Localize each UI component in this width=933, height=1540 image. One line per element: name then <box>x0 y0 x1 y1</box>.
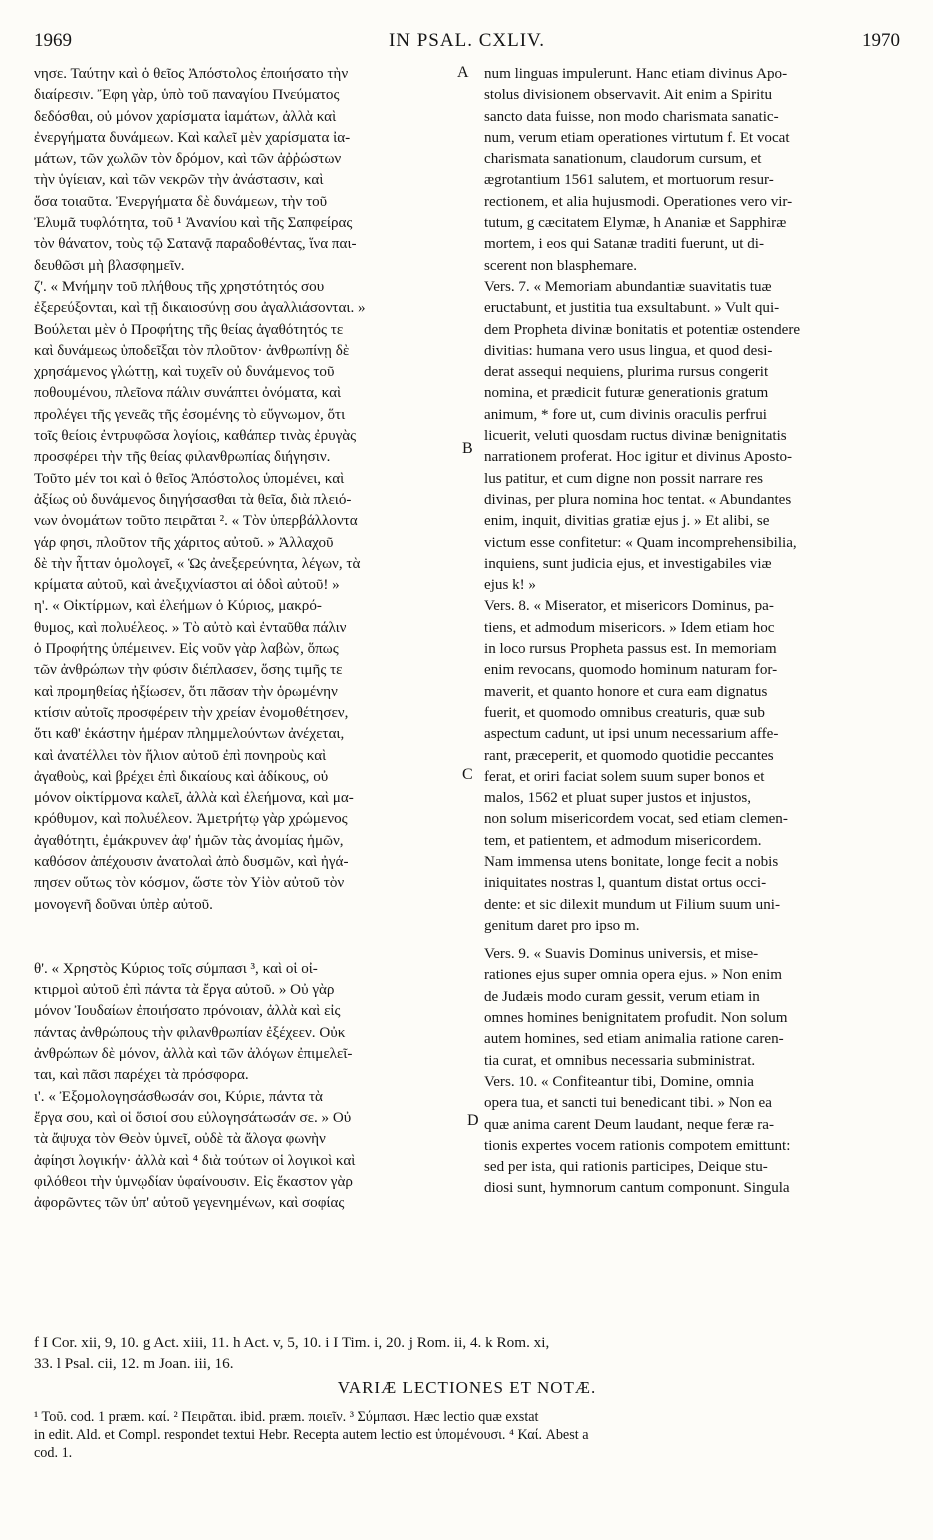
latin-text-line: Vers. 8. « Miserator, et misericors Dominus, pa- <box>484 598 774 615</box>
greek-text-line: ται, καὶ πᾶσι παρέχει τὰ πρόσφορα. <box>34 1067 249 1084</box>
latin-text-line: charismata sanationum, claudorum cursum, et <box>484 151 762 168</box>
latin-text-line: aspectum cadunt, ut ipsi unum necessarium affe- <box>484 726 779 743</box>
latin-text-line: eructabunt, et justitia tua exsultabunt. » Vult qui- <box>484 300 780 317</box>
greek-text-line: ἐνεργήματα δυνάμεων. Καὶ καλεῖ μὲν χαρίσματα ἰα- <box>34 129 351 146</box>
latin-text-line: quæ anima carent Deum laudant, neque feræ ra- <box>484 1116 775 1133</box>
greek-text-line: δεδόσθαι, οὐ μόνον χαρίσματα ἰαμάτων, ἀλλὰ καὶ <box>34 108 337 125</box>
latin-text-line: in loco rursus Propheta passus est. In memoriam <box>484 641 777 658</box>
greek-text-line: καὶ δυνάμεως ὑποδεῖξαι τὸν πλοῦτον· ἀνθρωπίνῃ δὲ <box>34 342 350 359</box>
greek-text-line: καὶ προμηθείας ἠξίωσεν, ὅτι πᾶσαν τὴν ὁρωμένην <box>34 683 338 700</box>
greek-text-line: ἀνθρώπων δὲ μόνον, ἀλλὰ καὶ τῶν ἀλόγων ἐπιμελεῖ- <box>34 1046 353 1063</box>
latin-text-line: malos, 1562 et pluat super justos et injustos, <box>484 790 752 807</box>
greek-text-line: Τοῦτο μέν τοι καὶ ὁ θεῖος Ἀπόστολος ὑπομένει, καὶ <box>34 470 345 487</box>
margin-marker-b: B <box>462 440 473 457</box>
latin-text-line: Vers. 10. « Confiteantur tibi, Domine, omnia <box>484 1073 754 1090</box>
greek-text-line: ἐξερεύξονται, καὶ τῇ δικαιοσύνῃ σου ἀγαλλιάσονται. » <box>34 300 366 317</box>
greek-text-line: θυμος, καὶ πολυέλεος. » Τὸ αὐτὸ καὶ ἐνταῦθα πάλιν <box>34 619 347 636</box>
greek-text-line: καὶ ἀνατέλλει τὸν ἥλιον αὐτοῦ ἐπὶ πονηροὺς καὶ <box>34 747 327 764</box>
greek-text-line: πησεν οὕτως τὸν κόσμον, ὥστε τὸν Υἱὸν αὐτοῦ τὸν <box>34 875 345 892</box>
latin-text-line: animum, * fore ut, cum divinis oraculis perfrui <box>484 406 767 423</box>
latin-column <box>484 64 900 1200</box>
latin-text-line: scerent non blasphemare. <box>484 257 637 274</box>
greek-text-line: ζ'. « Μνήμην τοῦ πλήθους τῆς χρηστότητός σου <box>34 278 325 295</box>
latin-text-line: tia curat, et omnibus necessaria subministrat. <box>484 1052 756 1069</box>
latin-text-line: opera tua, et sancti tui benedicant tibi. » Non ea <box>484 1095 772 1112</box>
latin-text-line: rant, præceperit, et quomodo quotidie peccantes <box>484 747 774 764</box>
greek-block-2 <box>34 959 454 1215</box>
greek-text-line: καθόσον ἀπέχουσιν ἀνατολαὶ ἀπὸ δυσμῶν, καὶ ἠγά- <box>34 853 349 870</box>
greek-text-line: θ'. « Χρηστὸς Κύριος τοῖς σύμπασι ³, καὶ οἱ οἰ- <box>34 960 318 977</box>
latin-text-line: tiens, et admodum misericors. » Idem etiam hoc <box>484 619 775 636</box>
latin-text-line: de Judæis modo curam gessit, verum etiam in <box>484 988 760 1005</box>
greek-text-line: τὸν θάνατον, τοὺς τῷ Σατανᾷ παραδοθέντας, ἵνα παι- <box>34 236 357 253</box>
note-line: cod. 1. <box>34 1445 73 1461</box>
latin-text-line: narrationem proferat. Hoc igitur et divinus Aposto- <box>484 449 793 466</box>
latin-text-line: non solum misericordem vocat, sed etiam clemen- <box>484 811 788 828</box>
latin-text-line: dente: et sic dilexit mundum ut Filium suum uni- <box>484 896 780 913</box>
greek-text-line: ἀφίησι λογικήν· ἀλλὰ καὶ ⁴ διὰ τούτων οἱ λογικοὶ καὶ <box>34 1152 356 1169</box>
latin-text-line: num, verum etiam operationes virtutum f. Et vocat <box>484 129 790 146</box>
greek-text-line: ἔργα σου, καὶ οἱ ὅσιοί σου εὐλογησάτωσάν σε. » Οὐ <box>34 1109 352 1126</box>
variant-notes <box>34 1408 900 1462</box>
greek-text-line: χρησάμενος γλώττῃ, καὶ τυχεῖν οὐ δυνάμενος τοῦ <box>34 364 335 381</box>
latin-text-line: iniquitates nostras l, quantum distat ortus occi- <box>484 875 767 892</box>
greek-block-1 <box>34 64 454 916</box>
greek-text-line: ὁ Προφήτης ὑπέμεινεν. Εἰς νοῦν γὰρ λαβὼν, ὅπως <box>34 641 339 658</box>
greek-text-line: Βούλεται μὲν ὁ Προφήτης τῆς θείας ἀγαθότητός τε <box>34 321 344 338</box>
margin-marker-a: A <box>457 64 469 81</box>
latin-text-line: rectionem, et alia hujusmodi. Operationes vero vir- <box>484 193 793 210</box>
footnote-reference-line: 33. l Psal. cii, 12. m Joan. iii, 16. <box>34 1355 234 1372</box>
latin-text-line: rationes ejus super omnia opera ejus. » Non enim <box>484 967 783 984</box>
latin-block-1 <box>484 64 900 937</box>
greek-text-line: κτίσιν αὐτοῖς προσφέρειν τὴν χρείαν ἐνομοθέτησεν, <box>34 704 349 721</box>
greek-text-line: νων ὀνομάτων τοῦτο πειρᾶται ². « Τὸν ὑπερβάλλοντα <box>34 513 358 530</box>
latin-text-line: diosi sunt, hymnorum cantum componunt. Singula <box>484 1180 790 1197</box>
latin-text-line: enim, inquit, divitias gratiæ ejus j. » Et alibi, se <box>484 513 770 530</box>
latin-text-line: nomina, et prædicit futuræ generationis gratum <box>484 385 769 402</box>
page-header <box>34 30 900 56</box>
latin-text-line: dem Propheta divinæ bonitatis et potentiæ ostendere <box>484 321 801 338</box>
greek-text-line: κρόθυμον, καὶ πολυέλεον. Ἀμετρήτῳ γὰρ χρώμενος <box>34 811 348 828</box>
greek-text-line: δευθῶσι μὴ βλασφημεῖν. <box>34 257 185 274</box>
latin-text-line: Nam immensa utens bonitate, longe fecit a nobis <box>484 853 779 870</box>
latin-text-line: victum esse confitetur: « Quam incomprehensibilia, <box>484 534 797 551</box>
latin-text-line: tutum, g cæcitatem Elymæ, h Ananiæ et Sapphiræ <box>484 215 787 232</box>
latin-text-line: autem homines, sed etiam animalia ratione caren- <box>484 1031 784 1048</box>
greek-text-line: μόνον οἰκτίρμονα καλεῖ, ἀλλὰ καὶ ἐλεήμονα, καὶ μα- <box>34 790 354 807</box>
right-page-number: 1970 <box>862 30 900 51</box>
greek-text-line: μάτων, τῶν χωλῶν τὸν δρόμον, καὶ τῶν ἀῤῥώστων <box>34 151 342 168</box>
greek-text-line: ἀγαθοὺς, καὶ βρέχει ἐπὶ δικαίους καὶ ἀδίκους, οὐ <box>34 768 329 785</box>
latin-text-line: ejus k! » <box>484 577 536 594</box>
greek-text-line: προσφέρει τὴν τῆς θείας φιλανθρωπίας διήγησιν. <box>34 449 331 466</box>
latin-text-line: sancto data fuisse, non modo charismata sanatic- <box>484 108 779 125</box>
latin-text-line: omnes homines benignitatem profudit. Non solum <box>484 1010 788 1027</box>
greek-text-line: γάρ φησι, πλοῦτον τῆς χάριτος αὐτοῦ. » Ἀλλαχοῦ <box>34 534 334 551</box>
greek-text-line: προλέγει τῆς γενεᾶς τῆς ἐσομένης τὸ εὔγνωμον, ὅτι <box>34 406 346 423</box>
latin-text-line: licuerit, veluti quosdam ructus divinæ benignitatis <box>484 428 787 445</box>
greek-text-line: τὰ ἄψυχα τὸν Θεὸν ὑμνεῖ, οὐδὲ τὰ ἄλογα φωνὴν <box>34 1131 326 1148</box>
latin-text-line: sed per ista, qui rationis participes, Deique stu- <box>484 1159 768 1176</box>
note-line: ¹ Τοῦ. cod. 1 præm. καί. ² Πειρᾶται. ibid. præm. ποιεῖν. ³ Σύμπασι. Hæc lectio quæ exstat <box>34 1409 539 1425</box>
greek-column <box>34 64 454 1214</box>
greek-text-line: ι'. « Ἐξομολογησάσθωσάν σοι, Κύριε, πάντα τὰ <box>34 1088 323 1105</box>
latin-text-line: mortem, i eos qui Satanæ traditi fuerunt, ut di- <box>484 236 765 253</box>
greek-text-line: πάντας ἀνθρώπους τὴν φιλανθρωπίαν ἐξέχεεν. Οὐκ <box>34 1024 346 1041</box>
latin-text-line: Vers. 9. « Suavis Dominus universis, et mise- <box>484 946 759 963</box>
footnote-reference-line: f I Cor. xii, 9, 10. g Act. xiii, 11. h Act. v, 5, 10. i I Tim. i, 20. j Rom. ii, 4. k Rom. xi, <box>34 1334 550 1351</box>
latin-text-line: stolus divisionem observavit. Ait enim a Spiritu <box>484 87 773 104</box>
greek-text-line: Ἐλυμᾶ τυφλότητα, τοῦ ¹ Ἀνανίου καὶ τῆς Σαπφείρας <box>34 215 353 232</box>
greek-text-line: κρίματα αὐτοῦ, καὶ ἀνεξιχνίαστοι αἱ ὁδοὶ αὐτοῦ! » <box>34 577 340 594</box>
margin-marker-d: D <box>467 1112 479 1129</box>
margin-marker-c: C <box>462 766 473 783</box>
latin-text-line: tionis expertes vocem rationis compotem emittunt: <box>484 1137 791 1154</box>
latin-text-line: divinas, per plura nomina hoc tentat. « Abundantes <box>484 491 792 508</box>
greek-text-line: ἀξίως οὐ δυνάμενος διηγήσασθαι τὰ θεῖα, διὰ πλειό- <box>34 491 352 508</box>
greek-text-line: ποθουμένου, πλεῖονα πάλιν συνάπτει ὀνόματα, καὶ <box>34 385 342 402</box>
greek-text-line: ἀγαθότητι, ἐμάκρυνεν ἀφ' ἡμῶν τὰς ἀνομίας ἡμῶν, <box>34 832 344 849</box>
greek-text-line: ἀφορῶντες τῶν ὑπ' αὐτοῦ γεγενημένων, καὶ σοφίας <box>34 1195 345 1212</box>
notes-title: VARIÆ LECTIONES ET NOTÆ. <box>337 1378 597 1397</box>
running-title: IN PSAL. CXLIV. <box>388 30 546 51</box>
greek-text-line: ὅσα τοιαῦτα. Ἐνεργήματα δὲ δυνάμεων, τὴν τοῦ <box>34 193 328 210</box>
scripture-references <box>34 1332 900 1374</box>
latin-text-line: lus patitur, et cum digne non possit narrare res <box>484 470 763 487</box>
greek-text-line: μονογενῆ δοῦναι ὑπὲρ αὐτοῦ. <box>34 896 213 913</box>
latin-text-line: Vers. 7. « Memoriam abundantiæ suavitatis tuæ <box>484 278 772 295</box>
latin-text-line: enim revocans, quomodo hominum naturam for- <box>484 662 778 679</box>
latin-block-2 <box>484 944 900 1200</box>
latin-text-line: tem, et patientem, et admodum misericordem. <box>484 832 762 849</box>
greek-text-line: τῶν ἀνθρώπων τὴν φύσιν διέπλασεν, ὅσης τιμῆς τε <box>34 662 343 679</box>
greek-text-line: μόνον Ἰουδαίων ἐποιήσατο πρόνοιαν, ἀλλὰ καὶ εἰς <box>34 1003 341 1020</box>
greek-text-line: κτιρμοὶ αὐτοῦ ἐπὶ πάντα τὰ ἔργα αὐτοῦ. » Οὐ γὰρ <box>34 982 335 999</box>
greek-text-line: ὅτι καθ' ἑκάστην ἡμέραν πλημμελούντων ἀνέχεται, <box>34 726 345 743</box>
latin-text-line: divitias: humana vero usus lingua, et quod desi- <box>484 342 773 359</box>
latin-text-line: genitum daret pro ipso m. <box>484 917 640 934</box>
note-line: in edit. Ald. et Compl. respondet textui Hebr. Recepta autem lectio est ὑπομένουσι. ⁴ Καί. Abest a <box>34 1427 589 1443</box>
greek-text-line: φιλόθεοι τὴν ὑμνῳδίαν ὑφαίνουσιν. Εἰς ἕκαστον γὰρ <box>34 1173 353 1190</box>
latin-text-line: fuerit, et quomodo omnibus creaturis, quæ sub <box>484 704 765 721</box>
latin-text-line: ægrotantium 1561 salutem, et mortuorum resur- <box>484 172 774 189</box>
latin-text-line: ferat, et oriri faciat solem suum super bonos et <box>484 768 765 785</box>
greek-text-line: η'. « Οἰκτίρμων, καὶ ἐλεήμων ὁ Κύριος, μακρό- <box>34 598 322 615</box>
greek-text-line: τὴν ὑγίειαν, καὶ τῶν νεκρῶν τὴν ἀνάστασιν, καὶ <box>34 172 324 189</box>
greek-text-line: τοῖς θείοις ἐντρυφῶσα λογίοις, καθάπερ τινὰς ἐρυγὰς <box>34 428 357 445</box>
greek-text-line: δὲ τὴν ἧτταν ὁμολογεῖ, « Ὡς ἀνεξερεύνητα, λέγων, τὰ <box>34 555 361 572</box>
latin-text-line: inquiens, sunt judicia ejus, et investigabiles viæ <box>484 555 772 572</box>
latin-text-line: derat assequi nequiens, plurima rursus congerit <box>484 364 769 381</box>
latin-text-line: maverit, et quanto honore et cura eam dignatus <box>484 683 768 700</box>
greek-text-line: διαίρεσιν. Ἔφη γὰρ, ὑπὸ τοῦ παναγίου Πνεύματος <box>34 87 340 104</box>
greek-text-line: νησε. Ταύτην καὶ ὁ θεῖος Ἀπόστολος ἐποιήσατο τὴν <box>34 66 349 82</box>
left-page-number: 1969 <box>34 30 72 51</box>
latin-text-line: num linguas impulerunt. Hanc etiam divinus Apo- <box>484 66 788 82</box>
